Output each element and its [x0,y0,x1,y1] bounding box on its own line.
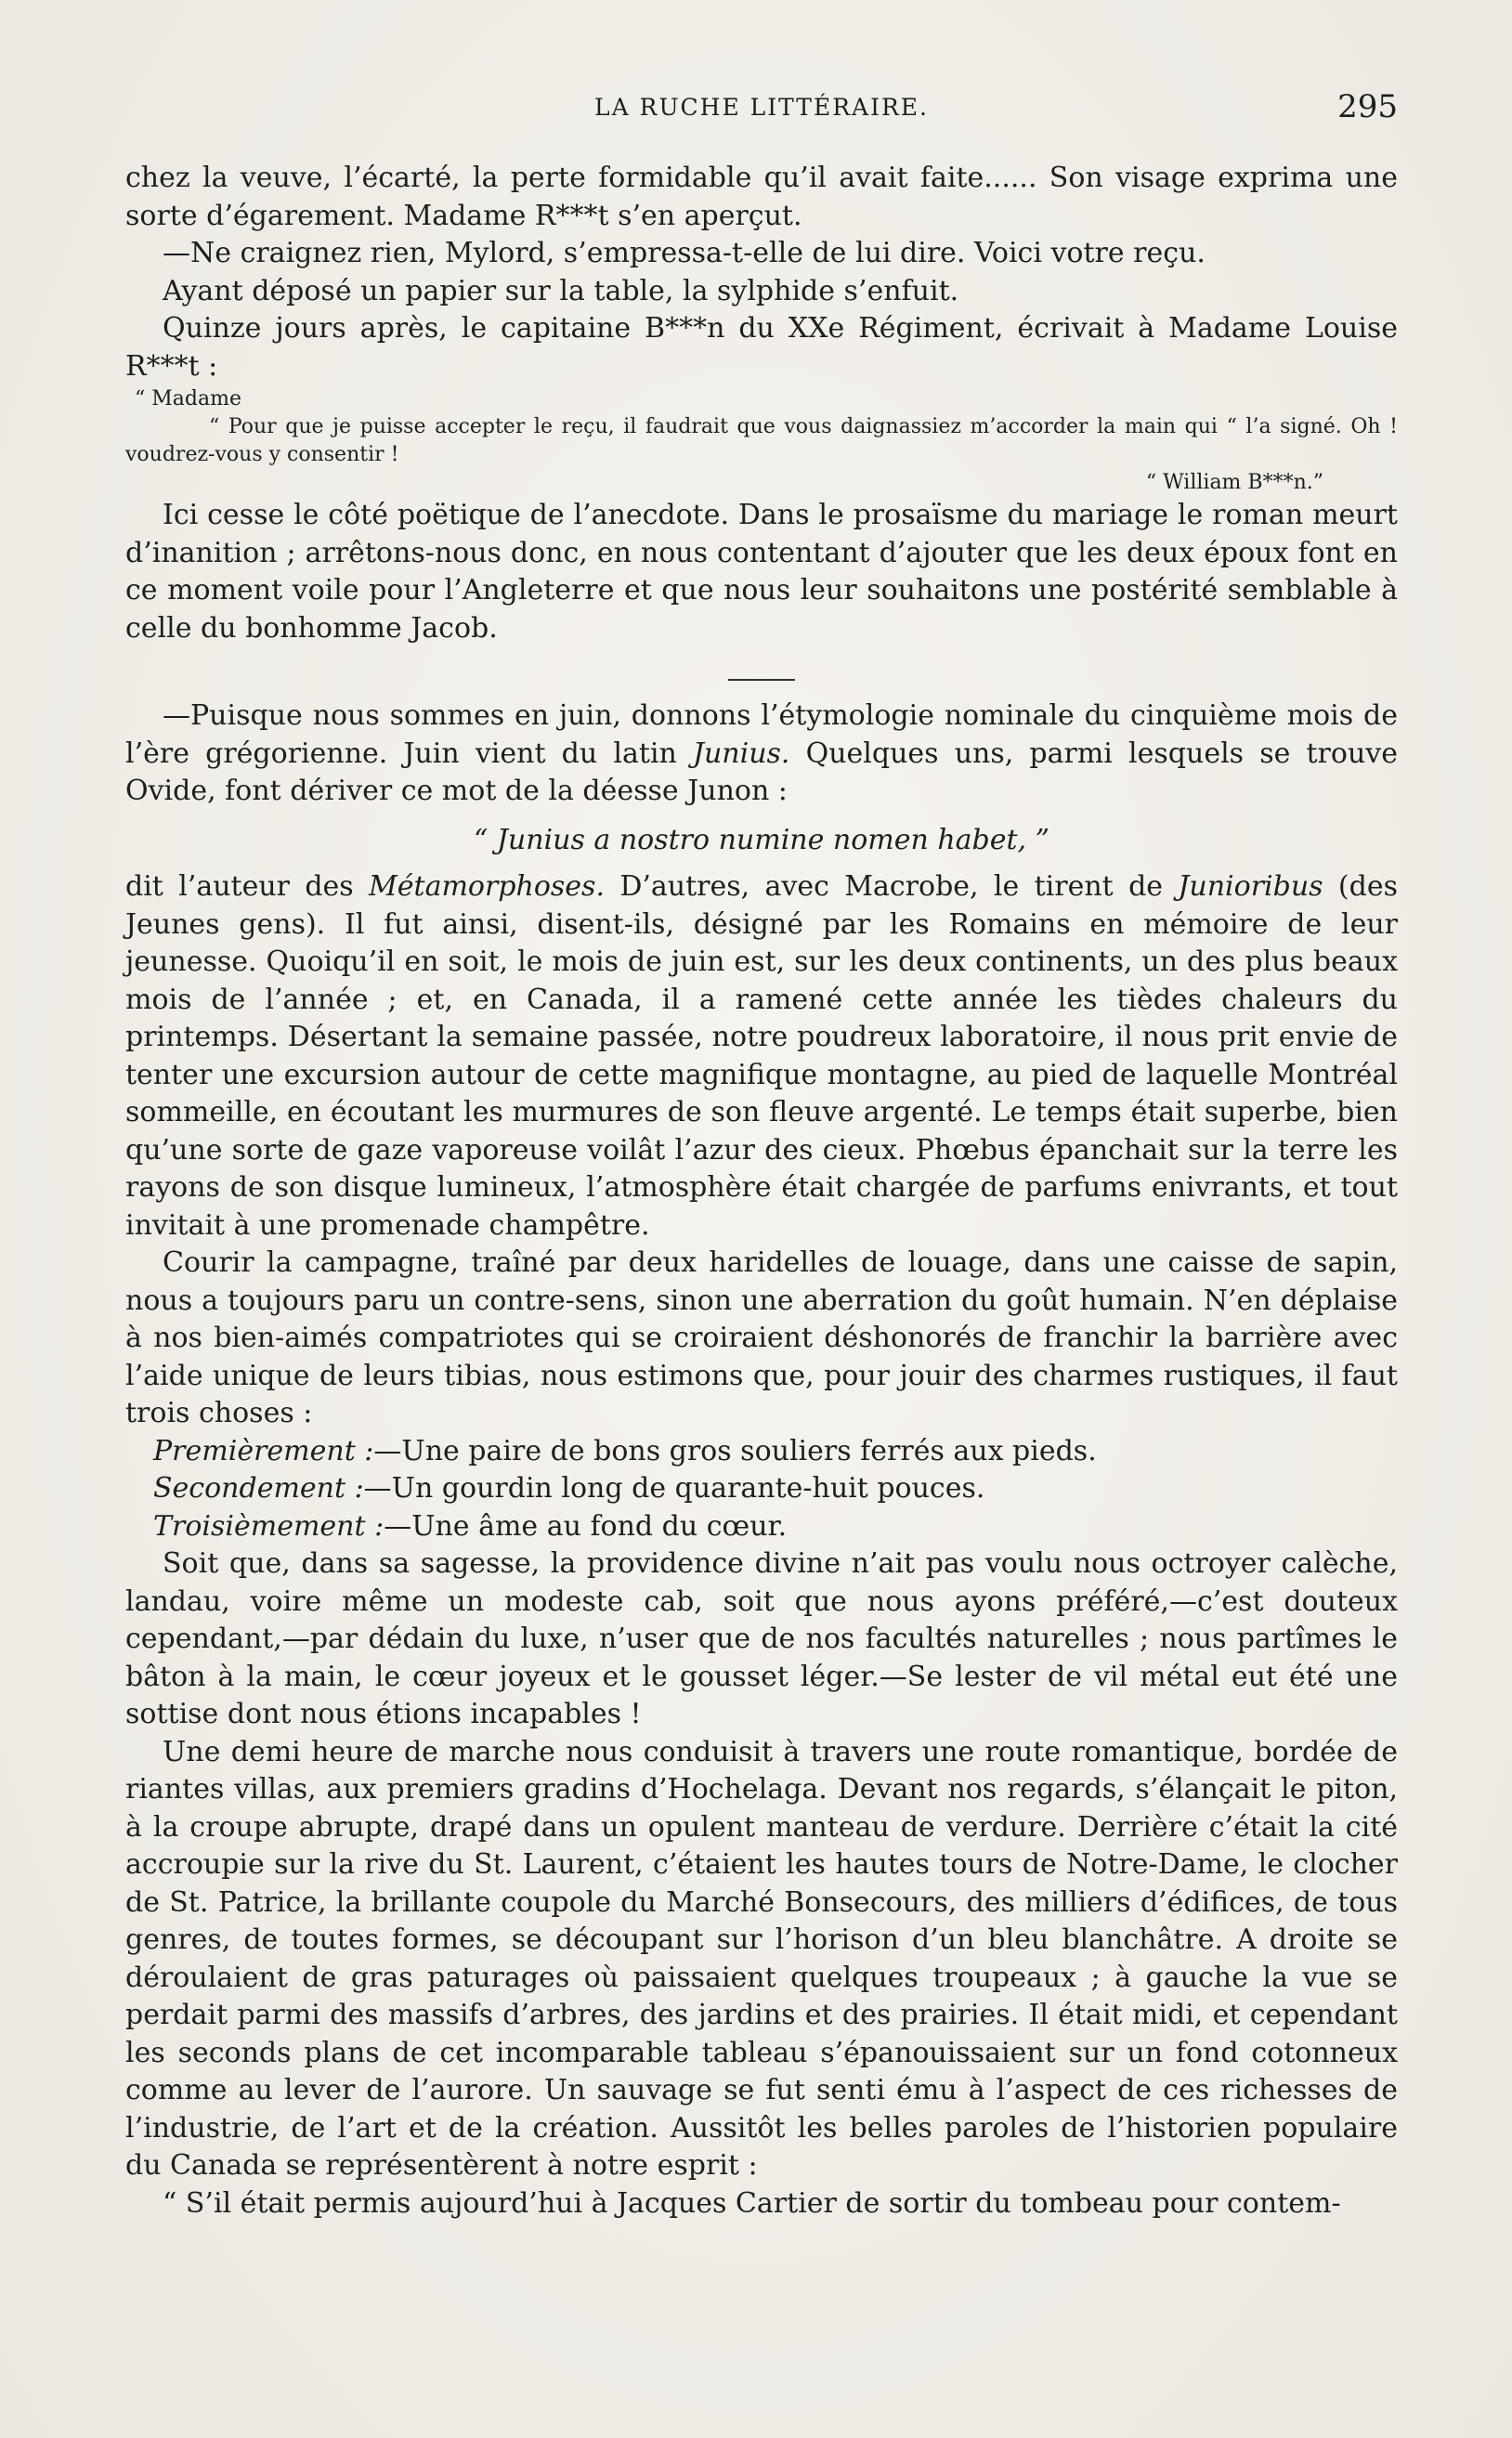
paragraph: Ici cesse le côté poëtique de l’anecdote. Dans le prosaïsme du mariage le roman meurt d’inanition ; arrêtons-nous donc, en nous contentant d’ajouter que les deux époux font en ce moment voile pour l’Angleterre et que nous leur souhaitons une postérité semblable à celle du bonhomme Jacob. [125,499,1398,645]
text-run: Quelques uns, parmi lesquels se trouve Ovide, font dériver ce mot de la déesse Junon : [125,737,1398,807]
text-run: (des Jeunes gens). Il fut ainsi, disent-ils, désigné par les Romains en mémoire de leur jeunesse. Quoiqu’il en soit, le mois de juin est, sur les deux continents, un des plus beaux mois de l’année ; et, en Canada, il a ramené cette année les tièdes chaleurs du printemps. Désertant la semaine passée, notre poudreux laboratoire, il nous prit envie de tenter une excursion autour de cette magnifique montagne, au pied de laquelle Montréal sommeille, en écoutant les murmures de son fleuve argenté. Le temps était superbe, bien qu’une sorte de gaze vaporeuse voilât l’azur des cieux. Phœbus épanchait sur la terre les rayons de son disque lumineux, l’atmosphère était chargée de parfums enivrants, et tout invitait à une promenade champêtre. [125,870,1398,1242]
latin-quotation: “ Junius a nostro numine nomen habet, ” [474,823,1049,856]
list-item [153,1508,1398,1546]
list-item [153,1433,1398,1471]
list-text: —Un gourdin long de quarante-huit pouces. [363,1472,985,1505]
text-run: D’autres, avec Macrobe, le tirent de [604,870,1179,903]
paragraph: Ayant déposé un papier sur la table, la sylphide s’enfuit. [163,274,959,307]
paragraph: —Ne craignez rien, Mylord, s’empressa-t-elle de lui dire. Voici votre reçu. [163,237,1206,269]
list-label: Premièrement : [153,1434,374,1467]
running-title: LA RUCHE LITTÉRAIRE. [594,94,929,121]
body-text [125,160,1398,2223]
book-title: Métamorphoses. [369,870,605,903]
letter-body: “ Pour que je puisse accepter le reçu, il faudrait que vous daignassiez m’accorder la main qui “ l’a signé. Oh ! voudrez-vous y consentir ! [125,415,1398,466]
paragraph: Quinze jours après, le capitaine B***n du XXe Régiment, écrivait à Madame Louise R***t : [125,312,1398,383]
letter-salutation: “ Madame [135,387,241,411]
paragraph: Une demi heure de marche nous conduisit à travers une route romantique, bordée de riantes villas, aux premiers gradins d’Hochelaga. Devant nos regards, s’élançait le piton, à la croupe abrupte, drapé dans un opulent manteau de verdure. Derrière c’était la cité accroupie sur la rive du St. Laurent, c’étaient les hautes tours de Notre-Dame, le clocher de St. Patrice, la brillante coupole du Marché Bonsecours, des milliers d’édifices, de tous genres, de toutes formes, se découpant sur l’horison d’un bleu blanchâtre. A droite se déroulaient de gras paturages où paissaient quelques troupeaux ; à gauche la vue se perdait parmi des massifs d’arbres, des jardins et des prairies. Il était midi, et cependant les seconds plans de cet incomparable tableau s’épanouissaient sur un fond cotonneux comme au lever de l’aurore. Un sauvage se fut senti ému à l’aspect de ces richesses de l’industrie, de l’art et de la création. Aussitôt les belles paroles de l’historien populaire du Canada se représentèrent à notre esprit : [125,1735,1398,2182]
page-header [125,88,1398,135]
text-run: dit l’auteur des [125,870,370,903]
paragraph: “ S’il était permis aujourd’hui à Jacques Cartier de sortir du tombeau pour contem- [163,2186,1341,2220]
list-item [153,1470,1398,1508]
latin-word: Junioribus [1178,870,1323,903]
paragraph [125,868,1398,1245]
paragraph: Soit que, dans sa sagesse, la providence divine n’ait pas voulu nous octroyer calèche, landau, voire même un modeste cab, soit que nous ayons préféré,—c’est douteux cependant,—par dédain du luxe, n’user que de nos facultés naturelles ; nous partîmes le bâton à la main, le cœur joyeux et le gousset léger.—Se lester de vil métal eut été une sottise dont nous étions incapables ! [125,1547,1398,1730]
page-number: 295 [1337,88,1398,125]
paragraph [125,698,1398,811]
paragraph: Courir la campagne, traîné par deux haridelles de louage, dans une caisse de sapin, nous a toujours paru un contre-sens, sinon une aberration du goût humain. N’en déplaise à nos bien-aimés compatriotes qui se croiraient déshonorés de franchir la barrière avec l’aide unique de leurs tibias, nous estimons que, pour jouir des charmes rustiques, il faut trois choses : [125,1246,1398,1429]
list-text: —Une paire de bons gros souliers ferrés aux pieds. [373,1434,1097,1467]
section-divider [728,679,795,681]
list-label: Secondement : [153,1472,364,1505]
text-run: —Puisque nous sommes en juin, donnons l’étymologie nominale du cinquième mois de l’ère grégorienne. Juin vient du latin [125,699,1398,770]
list-text: —Une âme au fond du cœur. [384,1509,788,1543]
letter-signature: “ William B***n.” [1145,471,1323,494]
list-label: Troisièmement : [153,1509,385,1543]
paragraph: chez la veuve, l’écarté, la perte formidable qu’il avait faite...... Son visage exprima une sorte d’égarement. Madame R***t s’en aperçut. [125,162,1398,232]
latin-word: Junius. [692,737,790,770]
